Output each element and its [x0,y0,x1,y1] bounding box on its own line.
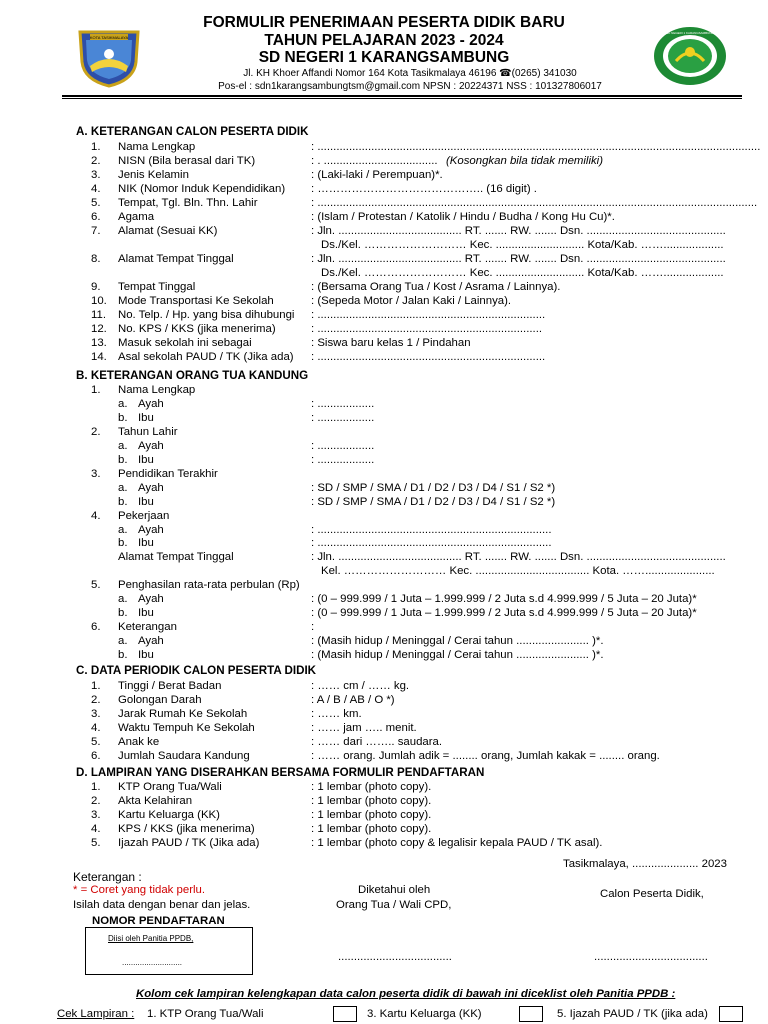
row-number: 12. [91,323,107,335]
box-dots: ........................... [122,958,183,967]
row-label: Tempat Tinggal [118,281,196,293]
row-label: Ayah [138,397,164,410]
row-value-field[interactable]: : .................. [311,411,375,424]
row-value-field[interactable]: : 1 lembar (photo copy). [311,781,432,793]
row-number: 4. [91,509,101,522]
section-c-title: C. DATA PERIODIK CALON PESERTA DIDIK [76,664,317,677]
row-number: a. [118,439,128,452]
row-number: 4. [91,721,101,734]
row-label: Alamat (Sesuai KK) [118,225,218,237]
row-label: Waktu Tempuh Ke Sekolah [118,721,255,734]
form-year: TAHUN PELAJARAN 2023 - 2024 [264,32,504,49]
row-number: 1. [91,384,101,396]
row-label: Nama Lengkap [118,141,196,153]
note-strike: * = Coret yang tidak perlu. [73,884,206,896]
row-value-field[interactable]: : (0 – 999.999 / 1 Juta – 1.999.999 / 2 Juta s.d 4.999.999 / 5 Juta – 20 Juta)* [311,607,697,620]
row-value-field[interactable]: : .................. [311,439,375,452]
row-label: Mode Transportasi Ke Sekolah [118,295,274,307]
row-number: 1. [91,680,101,692]
row-value-field[interactable]: : SD / SMP / SMA / D1 / D2 / D3 / D4 / S1 / S2 *) [311,495,556,508]
form-title: FORMULIR PENERIMAAN PESERTA DIDIK BARU [203,14,565,31]
row-value-field[interactable]: Kel. ……………………… Kec. .................................... Kota. ……...................... [321,565,715,578]
row-value-field[interactable]: : (Masih hidup / Meninggal / Cerai tahun ....................... )*. [311,649,604,662]
row-value-field[interactable]: : 1 lembar (photo copy). [311,823,432,835]
row-number: a. [118,523,128,536]
row-value-field[interactable]: : ....................................................................... [311,323,543,335]
row-number: b. [118,411,128,424]
row-value-field[interactable]: : …… orang. Jumlah adik = ........ orang, Jumlah kakak = ........ orang. [311,749,660,762]
row-number: 13. [91,337,107,349]
row-label: Asal sekolah PAUD / TK (Jika ada) [118,351,294,363]
row-number: 3. [91,809,101,821]
check-ktp-box[interactable] [333,1006,357,1022]
row-label: Tempat, Tgl. Bln. Thn. Lahir [118,197,258,209]
row-value-field[interactable]: : SD / SMP / SMA / D1 / D2 / D3 / D4 / S1 / S2 *) [311,481,556,494]
row-label: Ibu [138,495,154,508]
row-label: KPS / KKS (jika menerima) [118,823,255,835]
row-number: 3. [91,169,101,181]
school-logo [652,25,728,87]
row-value-field[interactable]: : …… dari …….. saudara. [311,735,443,748]
row-label: NIK (Nomor Induk Kependidikan) [118,183,286,195]
school-name: SD NEGERI 1 KARANGSAMBUNG [258,49,510,66]
row-value-field[interactable]: : .......................................................................... [311,523,552,536]
row-value-field[interactable]: : .......................................................................... [311,537,552,550]
row-number: 5. [91,735,101,748]
row-label: Agama [118,211,155,223]
section-d-title: D. LAMPIRAN YANG DISERAHKAN BERSAMA FORMULIR PENDAFTARAN [76,766,485,779]
check-kk-box[interactable] [519,1006,543,1022]
row-label: Jumlah Saudara Kandung [118,749,250,762]
row-value-field[interactable]: : ........................................................................................................................................... [311,197,758,209]
row-number: 8. [91,253,101,265]
row-label: Anak ke [118,735,160,748]
section-b-title: B. KETERANGAN ORANG TUA KANDUNG [76,369,309,382]
row-value-field[interactable]: : …… jam ….. menit. [311,721,417,734]
row-number: 6. [91,621,101,634]
row-number: a. [118,481,128,494]
row-value-field[interactable]: : ........................................................................ [311,351,546,363]
row-number: 9. [91,281,101,293]
row-value-field[interactable]: : .................. [311,453,375,466]
row-value-field[interactable]: : ........................................................................ [311,309,546,321]
row-label: Nama Lengkap [118,384,196,396]
school-address: Jl. KH Khoer Affandi Nomor 164 Kota Tasikmalaya 46196 ☎(0265) 341030 [243,68,577,79]
row-value-field[interactable]: : (Masih hidup / Meninggal / Cerai tahun ....................... )*. [311,635,604,648]
checklist-label: Cek Lampiran : [57,1008,135,1020]
row-value-field[interactable]: : (0 – 999.999 / 1 Juta – 1.999.999 / 2 Juta s.d 4.999.999 / 5 Juta – 20 Juta)* [311,593,697,606]
row-label: Ayah [138,523,164,536]
row-value-field[interactable]: : A / B / AB / O *) [311,693,395,706]
row-value-field[interactable]: : [311,621,315,634]
row-value-field[interactable]: : 1 lembar (photo copy). [311,809,432,821]
row-number: 1. [91,781,101,793]
row-label: Ijazah PAUD / TK (Jika ada) [118,837,260,849]
row-label: Jarak Rumah Ke Sekolah [118,707,248,720]
row-value-field[interactable]: : Jln. ....................................... RT. ....... RW. ....... Dsn. ............................................ [311,225,726,237]
header-rule [62,95,742,97]
row-label: No. Telp. / Hp. yang bisa dihubungi [118,309,295,321]
row-value-field[interactable]: Ds./Kel. ……………………… Kec. ............................ Kota/Kab. ……................... [321,267,724,279]
checklist-instruction: Kolom cek lampiran kelengkapan data calon peserta didik di bawah ini diceklist oleh Panitia PPDB : [136,988,676,1000]
row-label: KTP Orang Tua/Wali [118,781,222,793]
row-label: Tinggi / Berat Badan [118,680,222,692]
row-label: Alamat Tempat Tinggal [118,551,234,564]
row-number: 4. [91,823,101,835]
row-number: 5. [91,197,101,209]
diisi-label: Diisi oleh Panitia PPDB, [108,934,194,943]
row-label: No. KPS / KKS (jika menerima) [118,323,276,335]
parent-sign-label: Orang Tua / Wali CPD, [336,899,452,911]
check-kk-label: 3. Kartu Keluarga (KK) [367,1008,482,1020]
row-number: 5. [91,837,101,849]
row-value-field[interactable]: : Jln. ....................................... RT. ....... RW. ....... Dsn. ............................................ [311,551,726,564]
row-number: 2. [91,425,101,438]
row-value-field[interactable]: : . .................................... [311,155,438,167]
row-number: 4. [91,183,101,195]
row-value-field[interactable]: : (Bersama Orang Tua / Kost / Asrama / Lainnya). [311,281,561,293]
row-label: Kartu Keluarga (KK) [118,809,220,821]
row-value-field[interactable]: : …………………………………….. (16 digit) . [311,183,537,195]
school-logo-text: SD NEGERI 1 KARANGSAMBUNG [666,31,714,35]
row-value-field[interactable]: : 1 lembar (photo copy & legalisir kepala PAUD / TK asal). [311,837,603,849]
row-number: 3. [91,707,101,720]
row-label: Pekerjaan [118,509,170,522]
row-number: 5. [91,579,101,592]
place-date: Tasikmalaya, ..................... 2023 [563,858,727,870]
row-number: a. [118,397,128,410]
row-label: NISN (Bila berasal dari TK) [118,155,256,167]
row-label: Alamat Tempat Tinggal [118,253,234,265]
row-number: 14. [91,351,107,363]
row-number: 6. [91,749,101,762]
row-value-field[interactable]: : …… cm / …… kg. [311,680,410,692]
row-label: Ayah [138,439,164,452]
row-number: b. [118,453,128,466]
row-number: 3. [91,467,101,480]
row-number: 10. [91,295,107,307]
row-value-field[interactable]: : ............................................................................................................................................ [311,141,761,153]
row-number: b. [118,607,128,620]
student-sign-label: Calon Peserta Didik, [600,888,704,900]
row-note: (Kosongkan bila tidak memiliki) [446,155,603,167]
row-label: Keterangan [118,621,177,634]
row-number: a. [118,635,128,648]
row-label: Tahun Lahir [118,425,178,438]
row-number: 7. [91,225,101,237]
row-label: Jenis Kelamin [118,169,189,181]
row-value-field[interactable]: Ds./Kel. ……………………… Kec. ............................ Kota/Kab. ……................... [321,239,724,251]
row-number: 2. [91,693,101,706]
keterangan-label: Keterangan : [73,870,142,884]
row-number: b. [118,649,128,662]
row-label: Penghasilan rata-rata perbulan (Rp) [118,579,300,592]
note-fill-correctly: Isilah data dengan benar dan jelas. [73,899,251,911]
row-label: Ibu [138,411,154,424]
row-label: Ibu [138,649,154,662]
registration-number-title: NOMOR PENDAFTARAN [92,915,225,927]
row-value-field[interactable]: : .................. [311,397,375,410]
row-number: a. [118,593,128,606]
row-label: Golongan Darah [118,693,202,706]
school-contact: Pos-el : sdn1karangsambungtsm@gmail.com NPSN : 20224371 NSS : 101327806017 [218,81,602,92]
row-value-field[interactable]: : (Sepeda Motor / Jalan Kaki / Lainnya). [311,295,512,307]
city-emblem-logo [76,26,142,88]
row-value-field[interactable]: : (Islam / Protestan / Katolik / Hindu / Budha / Kong Hu Cu)*. [311,211,615,223]
row-label: Ayah [138,635,164,648]
row-label: Ayah [138,481,164,494]
check-ijazah-label: 5. Ijazah PAUD / TK (jika ada) [557,1008,708,1020]
row-number: 11. [91,309,106,321]
section-a-title: A. KETERANGAN CALON PESERTA DIDIK [76,125,309,138]
row-value-field[interactable]: : Jln. ....................................... RT. ....... RW. ....... Dsn. ............................................ [311,253,726,265]
row-value-field[interactable]: : 1 lembar (photo copy). [311,795,432,807]
header-rule-thin [62,98,742,99]
student-signature-line[interactable]: .................................... [594,951,708,963]
row-label: Masuk sekolah ini sebagai [118,337,252,349]
row-label: Ibu [138,607,154,620]
row-label: Akta Kelahiran [118,795,193,807]
row-value-field[interactable]: : (Laki-laki / Perempuan)*. [311,169,443,181]
row-label: Ibu [138,537,154,550]
row-label: Pendidikan Terakhir [118,467,218,480]
check-ktp-label: 1. KTP Orang Tua/Wali [147,1008,264,1020]
row-label: Ibu [138,453,154,466]
row-number: 2. [91,155,101,167]
row-value-field[interactable]: : …… km. [311,707,362,720]
city-emblem-text: KOTA TASIKMALAYA [89,35,129,40]
row-number: b. [118,537,128,550]
row-label: Ayah [138,593,164,606]
parent-signature-line[interactable]: .................................... [338,951,452,963]
row-number: 2. [91,795,101,807]
diketahui-label: Diketahui oleh [358,884,431,896]
registration-number-box[interactable] [85,927,253,975]
check-ijazah-box[interactable] [719,1006,743,1022]
row-number: 1. [91,141,101,153]
row-value-field[interactable]: : Siswa baru kelas 1 / Pindahan [311,337,471,349]
row-number: b. [118,495,128,508]
row-number: 6. [91,211,101,223]
